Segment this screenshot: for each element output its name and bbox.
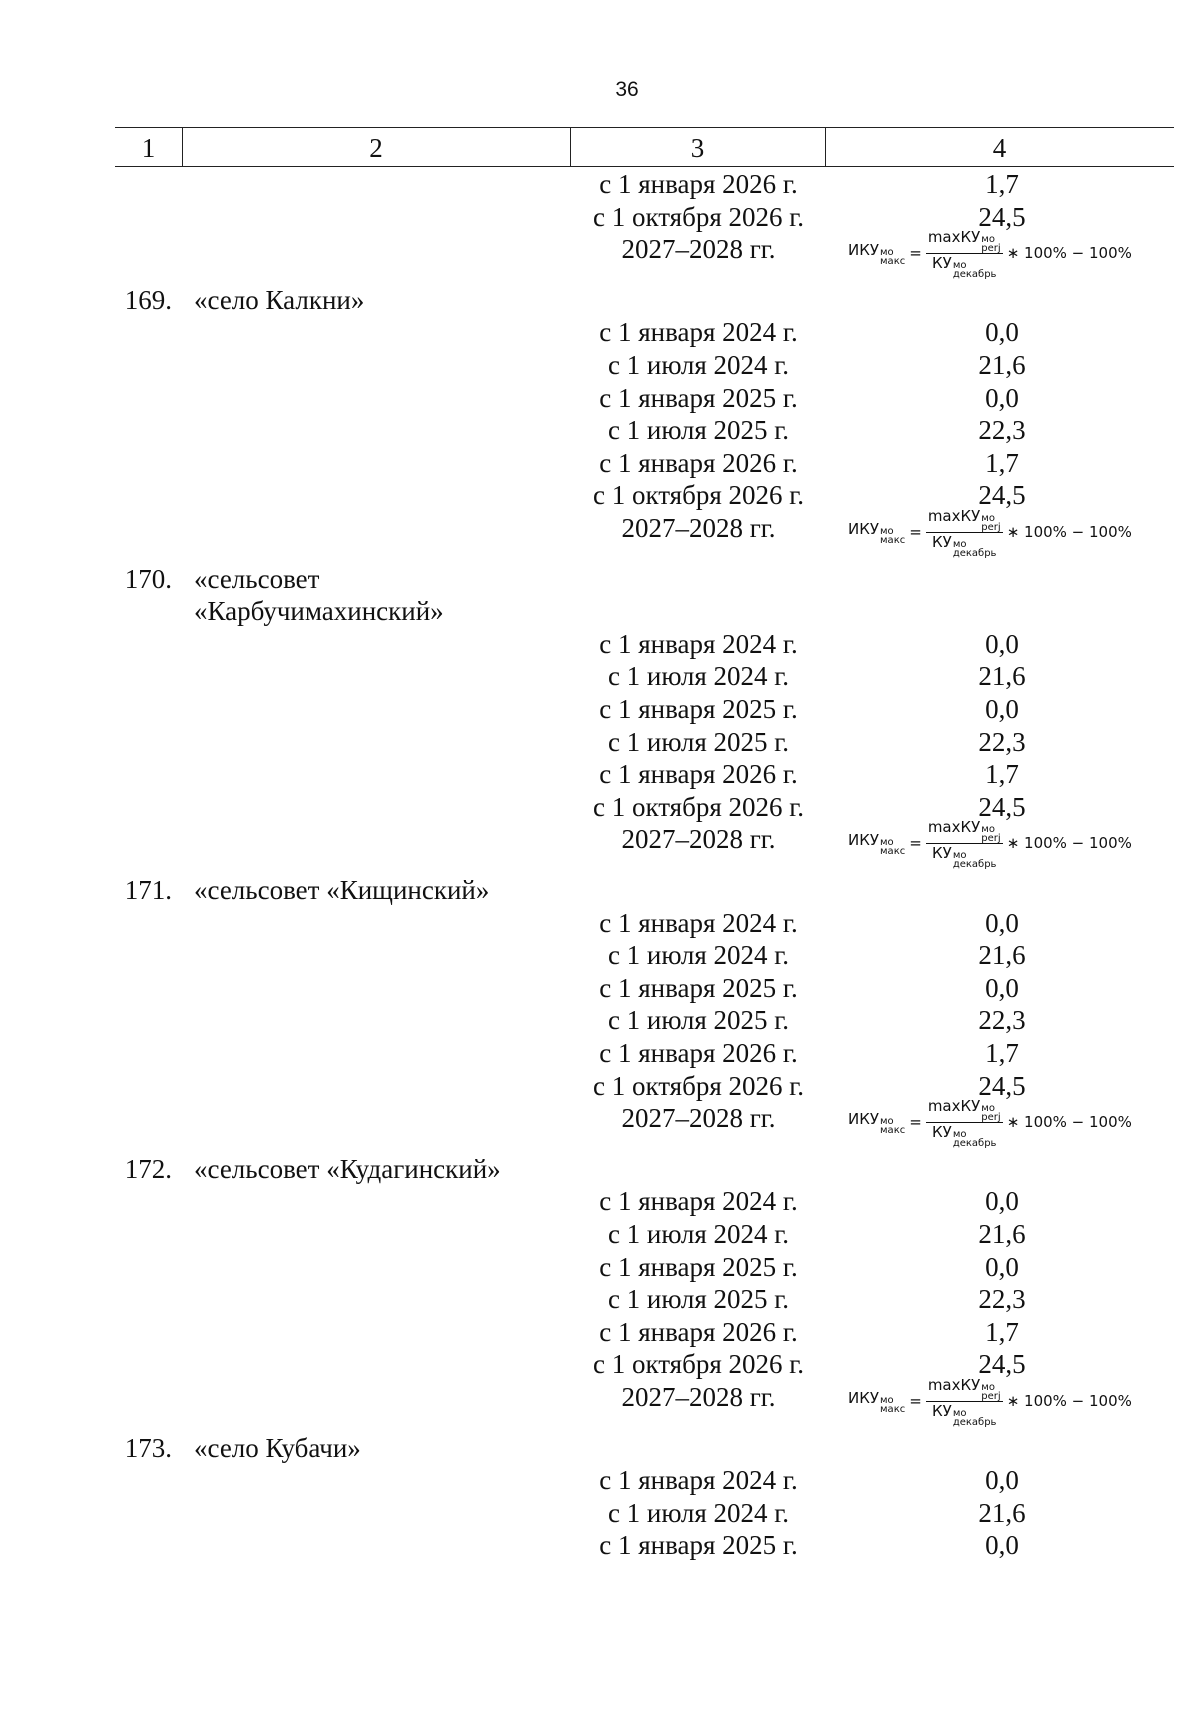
formula-index (981, 235, 1000, 253)
formula-equals: = (909, 834, 922, 853)
period-cell: с 1 июля 2025 г. (607, 726, 790, 757)
value-cell: 24,5 (978, 791, 1026, 822)
value-cell: 22,3 (978, 1284, 1026, 1315)
value-cell: 24,5 (978, 1349, 1026, 1380)
formula-tail: ∗ 100% − 100% (1006, 523, 1132, 541)
value-cell: 0,0 (985, 972, 1019, 1003)
row-name (194, 1153, 501, 1185)
period-cell: с 1 января 2025 г. (599, 694, 798, 724)
row-number: 169. (124, 284, 172, 315)
formula-superscript: мо (880, 1115, 894, 1127)
period-cell: 2027–2028 гг. (621, 1103, 776, 1134)
formula-tail: ∗ 100% − 100% (1006, 834, 1132, 853)
period-cell: с 1 января 2025 г. (599, 1251, 798, 1282)
formula-numerator (926, 507, 1003, 533)
column-header-3: 3 (690, 133, 705, 163)
value-cell: 21,6 (978, 350, 1026, 380)
formula-fraction (926, 818, 1003, 869)
formula-subscript: декабрь (952, 268, 997, 280)
value-cell: 24,5 (978, 201, 1026, 232)
formula-index (953, 540, 997, 558)
period-cell: с 1 января 2026 г. (599, 447, 798, 478)
period-cell: с 1 января 2024 г. (599, 907, 798, 938)
formula-superscript: мо (880, 836, 894, 848)
table-top-border (115, 127, 1174, 128)
formula (848, 1097, 1168, 1147)
value-cell: 22,3 (978, 415, 1026, 446)
value-cell: 0,0 (985, 382, 1019, 413)
period-cell: с 1 января 2024 г. (599, 317, 798, 348)
formula-index (981, 514, 1000, 532)
formula-lhs-main: ИКУ (848, 1388, 880, 1407)
formula-numerator (926, 228, 1003, 254)
table-header-bottom-border (115, 166, 1174, 167)
formula-numerator (926, 818, 1003, 844)
column-header-4: 4 (992, 133, 1007, 163)
formula-index (880, 527, 905, 545)
period-cell: с 1 января 2024 г. (599, 1465, 798, 1496)
formula-superscript: мо (880, 246, 894, 258)
value-cell: 0,0 (985, 1251, 1019, 1282)
formula-numerator (926, 1376, 1003, 1402)
period-cell: с 1 октября 2026 г. (592, 480, 805, 511)
period-cell: с 1 января 2026 г. (599, 169, 798, 199)
row-name (194, 874, 489, 906)
formula-superscript: мо (952, 1128, 967, 1140)
formula-index (981, 1383, 1000, 1401)
formula-denominator-main: КУ (932, 843, 952, 862)
formula-index (880, 248, 905, 266)
formula-denominator (930, 533, 998, 558)
formula-denominator-main: КУ (932, 1122, 952, 1141)
period-cell: с 1 января 2026 г. (599, 1316, 798, 1347)
formula-subscript: perj (981, 1390, 1001, 1402)
column-header-1: 1 (141, 133, 156, 163)
period-cell: 2027–2028 гг. (621, 234, 776, 265)
row-name-line: «село Калкни» (194, 284, 365, 315)
row-name (194, 284, 364, 316)
formula-numerator-main: maxКУ (927, 227, 981, 246)
formula-fraction (926, 1097, 1003, 1148)
value-cell: 1,7 (985, 1316, 1019, 1347)
formula-superscript: мо (981, 512, 995, 524)
period-cell: с 1 января 2025 г. (599, 972, 798, 1003)
formula-denominator-main: КУ (932, 253, 952, 272)
period-cell: с 1 января 2026 г. (599, 759, 798, 790)
formula-tail: ∗ 100% − 100% (1006, 244, 1132, 263)
value-cell: 22,3 (978, 726, 1026, 757)
formula-index (953, 851, 997, 869)
formula-denominator (930, 1123, 998, 1148)
formula-lhs (848, 1389, 905, 1414)
period-cell: с 1 октября 2026 г. (592, 1070, 805, 1101)
period-cell: с 1 июля 2025 г. (607, 1005, 790, 1036)
period-cell: 2027–2028 гг. (621, 1382, 776, 1412)
formula-fraction (926, 1376, 1003, 1427)
value-cell: 0,0 (985, 628, 1019, 659)
row-number: 170. (124, 563, 172, 594)
row-name (194, 1432, 361, 1464)
formula (848, 818, 1168, 868)
row-name-line: «село Кубачи» (194, 1432, 361, 1463)
formula-numerator-main: maxКУ (927, 506, 981, 525)
period-cell: с 1 июля 2024 г. (607, 661, 790, 692)
formula-numerator-main: maxКУ (927, 817, 981, 836)
formula-equals: = (909, 1113, 922, 1132)
value-cell: 0,0 (985, 1465, 1019, 1496)
period-cell: с 1 января 2024 г. (599, 1186, 798, 1217)
period-cell: с 1 июля 2025 г. (607, 415, 790, 446)
formula-tail: ∗ 100% − 100% (1006, 1113, 1132, 1132)
formula-subscript: декабрь (952, 858, 997, 870)
row-number: 173. (124, 1432, 172, 1463)
formula-index (981, 1104, 1000, 1122)
formula-superscript: мо (981, 1102, 995, 1114)
formula-denominator (930, 1402, 998, 1427)
formula-lhs-main: ИКУ (848, 830, 880, 849)
period-cell: с 1 октября 2026 г. (592, 791, 805, 822)
value-cell: 22,3 (978, 1005, 1026, 1036)
formula-index (953, 261, 997, 279)
formula-index (880, 838, 905, 856)
value-cell: 1,7 (985, 759, 1019, 790)
formula-subscript: декабрь (952, 547, 997, 559)
formula-subscript: perj (981, 1111, 1001, 1123)
formula-denominator-main: КУ (932, 1401, 952, 1420)
value-cell: 21,6 (978, 661, 1026, 692)
period-cell: с 1 октября 2026 г. (592, 1349, 805, 1380)
formula-denominator-main: КУ (932, 532, 952, 551)
formula-index (953, 1130, 997, 1148)
formula-index (981, 825, 1000, 843)
formula-superscript: мо (981, 233, 995, 245)
formula-denominator (930, 844, 998, 869)
formula-numerator-main: maxКУ (927, 1096, 981, 1115)
formula-subscript: макс (880, 845, 906, 857)
formula-superscript: мо (952, 538, 967, 550)
row-number: 172. (124, 1153, 172, 1184)
value-cell: 24,5 (978, 480, 1026, 511)
formula-equals: = (909, 1392, 922, 1410)
formula-lhs (848, 831, 905, 856)
row-name-line: «Карбучимахинский» (194, 595, 444, 626)
period-cell: с 1 октября 2026 г. (592, 201, 805, 232)
period-cell: с 1 января 2025 г. (599, 382, 798, 413)
period-cell: с 1 января 2025 г. (599, 1530, 798, 1561)
formula-superscript: мо (952, 1407, 967, 1419)
formula-subscript: макс (880, 255, 906, 267)
formula-subscript: макс (880, 1403, 906, 1415)
formula-subscript: perj (981, 832, 1001, 844)
row-name-line: «сельсовет (194, 563, 320, 594)
row-name-line: «сельсовет «Кищинский» (194, 875, 490, 905)
formula-subscript: декабрь (952, 1137, 997, 1149)
value-cell: 21,6 (978, 1219, 1026, 1249)
value-cell: 0,0 (985, 694, 1019, 724)
period-cell: с 1 июля 2024 г. (607, 1219, 790, 1249)
period-cell: 2027–2028 гг. (621, 824, 776, 855)
formula-lhs-main: ИКУ (848, 1109, 880, 1128)
formula-superscript: мо (880, 525, 894, 537)
formula-lhs (848, 520, 905, 545)
value-cell: 21,6 (978, 940, 1026, 971)
formula-subscript: perj (981, 521, 1001, 533)
formula-index (880, 1396, 905, 1414)
formula-denominator (930, 254, 998, 279)
period-cell: с 1 января 2026 г. (599, 1038, 798, 1068)
formula (848, 1376, 1168, 1426)
formula-subscript: декабрь (952, 1416, 997, 1428)
formula-superscript: мо (952, 849, 967, 861)
formula-numerator (926, 1097, 1003, 1123)
value-cell: 21,6 (978, 1497, 1026, 1528)
formula-index (880, 1117, 905, 1135)
formula-tail: ∗ 100% − 100% (1006, 1392, 1132, 1410)
formula-subscript: макс (880, 1124, 906, 1136)
formula-superscript: мо (880, 1394, 894, 1406)
value-cell: 1,7 (985, 169, 1019, 199)
column-header-2: 2 (369, 133, 383, 163)
formula-equals: = (909, 244, 922, 263)
period-cell: с 1 января 2024 г. (599, 628, 798, 659)
formula-subscript: макс (880, 534, 906, 546)
period-cell: с 1 июля 2024 г. (607, 350, 790, 380)
formula-superscript: мо (981, 823, 995, 835)
formula-equals: = (909, 523, 922, 541)
formula-superscript: мо (981, 1381, 995, 1393)
formula-fraction (926, 228, 1003, 279)
row-name-line: «сельсовет «Кудагинский» (194, 1153, 501, 1184)
page-number: 36 (615, 78, 639, 101)
value-cell: 24,5 (978, 1070, 1026, 1101)
period-cell: 2027–2028 гг. (621, 513, 776, 543)
period-cell: с 1 июля 2024 г. (607, 940, 790, 971)
formula-lhs-main: ИКУ (848, 240, 880, 259)
period-cell: с 1 июля 2025 г. (607, 1284, 790, 1315)
formula-superscript: мо (952, 259, 967, 271)
formula-index (953, 1409, 997, 1427)
value-cell: 0,0 (985, 1186, 1019, 1217)
value-cell: 1,7 (985, 447, 1019, 478)
value-cell: 0,0 (985, 907, 1019, 938)
formula (848, 228, 1168, 278)
period-cell: с 1 июля 2024 г. (607, 1497, 790, 1528)
formula-lhs (848, 1110, 905, 1135)
formula-fraction (926, 507, 1003, 558)
value-cell: 0,0 (985, 317, 1019, 348)
value-cell: 1,7 (985, 1038, 1019, 1068)
row-name (194, 563, 444, 627)
formula-lhs (848, 241, 905, 266)
formula-numerator-main: maxКУ (927, 1375, 981, 1394)
formula (848, 507, 1168, 557)
row-number: 171. (124, 875, 172, 905)
formula-subscript: perj (981, 242, 1001, 254)
formula-lhs-main: ИКУ (848, 519, 880, 538)
value-cell: 0,0 (985, 1530, 1019, 1561)
